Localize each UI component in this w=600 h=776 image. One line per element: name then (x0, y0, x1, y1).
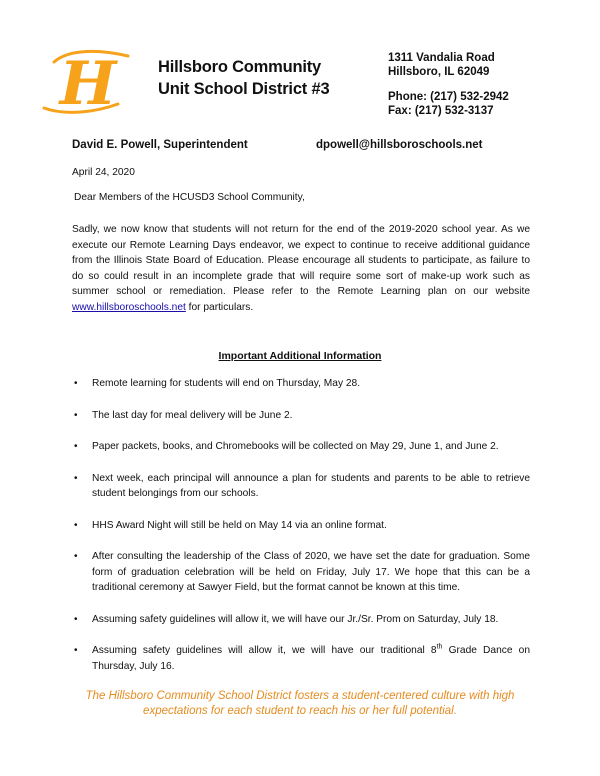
bullet-icon: • (74, 519, 78, 531)
bullet-icon: • (74, 645, 78, 656)
address-city: Hillsboro, IL 62049 (388, 65, 490, 78)
district-motto: The Hillsboro Community School District fosters a student-centered culture with high expectations for each student to reach his or her full potential. (85, 690, 515, 717)
bullet-icon: • (74, 409, 78, 421)
bullet-icon: • (74, 441, 78, 452)
list-item: • After consulting the leadership of the Class of 2020, we have set the date for graduation. Some form of graduation celebration will be held on Friday, July 17. We hope that this can be a traditional ceremony at Sawyer Field, but the format cannot be known at this time. (74, 551, 530, 593)
bullet-icon: • (74, 472, 78, 484)
superintendent-email: dpowell@hillsboroschools.net (316, 139, 483, 151)
paragraph-text-end: for particulars. (185, 301, 254, 313)
list-item: • Assuming safety guidelines will allow it, we will have our traditional 8th Grade Dance on Thursday, July 16. (74, 643, 530, 672)
logo-letter: H (59, 49, 117, 118)
list-item: • Next week, each principal will announce a plan for students and parents to be able to retrieve student belongings from our schools. (74, 472, 530, 499)
list-item: • The last day for meal delivery will be June 2. (72, 408, 530, 424)
fax-number: Fax: (217) 532-3137 (388, 104, 494, 117)
list-item: • Remote learning for students will end on Thursday, May 28. (72, 376, 530, 392)
letter-paragraph (72, 222, 530, 315)
district-name (158, 56, 329, 100)
district-name-line1: Hillsboro Community (158, 58, 322, 76)
district-name-line2: Unit School District #3 (158, 80, 330, 98)
superintendent-name: David E. Powell, Superintendent (72, 139, 248, 151)
letter-date: April 24, 2020 (72, 167, 135, 178)
bullet-icon: • (74, 613, 78, 625)
section-heading: Important Additional Information (218, 350, 382, 362)
district-contact (388, 52, 509, 118)
paragraph-text: Sadly, we now know that students will not return for the end of the 2019-2020 school year. As we execute our Remote Learning Days endeavor, we expect to continue to receive additional guidance from the Illinois State Board of Education. Please encourage all students to participate, as failure to do so could result in an incomplete grade that will require some sort of make-up work such as summer school or remediation. Please refer to the Remote Learning plan on our website (72, 224, 530, 297)
website-link[interactable]: www.hillsboroschools.net (72, 301, 186, 313)
bullet-icon: • (74, 551, 78, 562)
bullet-icon: • (74, 378, 78, 389)
info-list (72, 376, 530, 690)
letter-greeting: Dear Members of the HCUSD3 School Community, (74, 192, 305, 203)
district-logo (40, 46, 136, 118)
list-item: • Paper packets, books, and Chromebooks will be collected on May 29, June 1, and June 2. (72, 439, 530, 455)
address-street: 1311 Vandalia Road (388, 52, 495, 64)
list-item: • HHS Award Night will still be held on May 14 via an online format. (72, 518, 530, 534)
phone-number: Phone: (217) 532-2942 (388, 91, 509, 103)
list-item: • Assuming safety guidelines will allow it, we will have our Jr./Sr. Prom on Saturday, July 18. (72, 612, 530, 628)
